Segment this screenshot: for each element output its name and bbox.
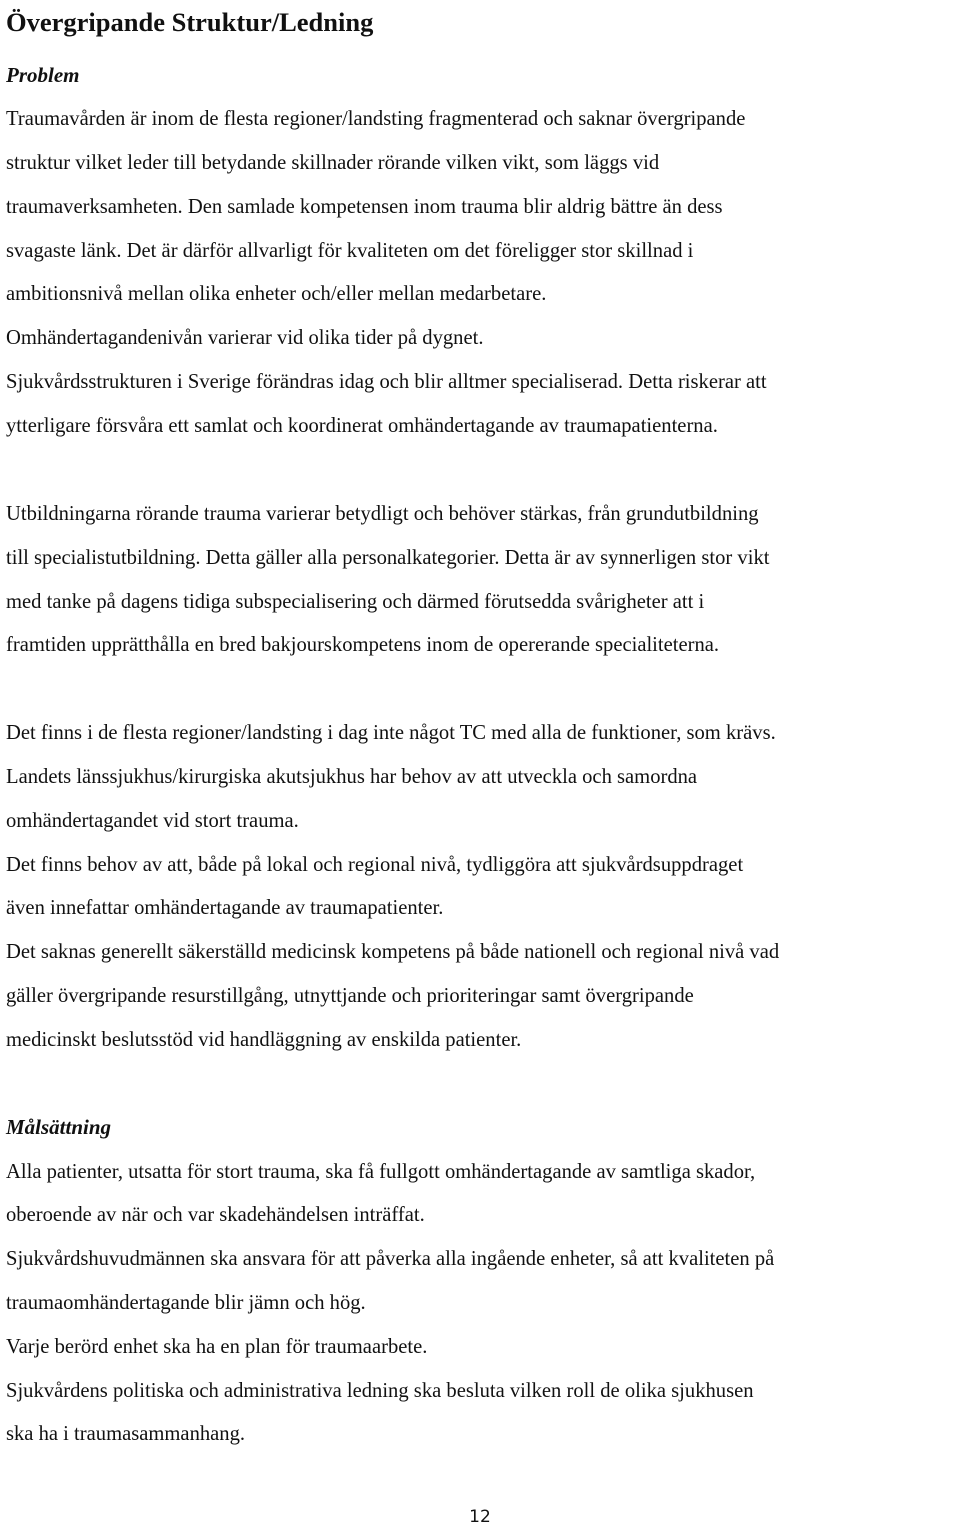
problem-line: svagaste länk. Det är därför allvarligt för kvaliteten om det föreligger stor skillnad i bbox=[6, 240, 694, 262]
problem-line: Det saknas generellt säkerställd medicinsk kompetens på både nationell och regional nivå vad bbox=[6, 941, 780, 963]
problem-line: gäller övergripande resurstillgång, utnyttjande och prioriteringar samt övergripande bbox=[6, 985, 694, 1007]
goal-line: oberoende av när och var skadehändelsen inträffat. bbox=[6, 1204, 425, 1226]
section-heading-problem: Problem bbox=[6, 63, 80, 87]
problem-line: omhändertagandet vid stort trauma. bbox=[6, 810, 299, 832]
page-number: 12 bbox=[469, 1507, 491, 1527]
problem-line: framtiden upprätthålla en bred bakjourskompetens inom de opererande specialiteterna. bbox=[6, 634, 720, 656]
problem-line: även innefattar omhändertagande av traumapatienter. bbox=[6, 897, 444, 919]
goal-line: Varje berörd enhet ska ha en plan för traumaarbete. bbox=[6, 1336, 428, 1358]
goal-line: Sjukvårdens politiska och administrativa ledning ska besluta vilken roll de olika sjukhusen bbox=[6, 1380, 754, 1402]
goal-line: Sjukvårdshuvudmännen ska ansvara för att påverka alla ingående enheter, så att kvaliteten på bbox=[6, 1248, 775, 1270]
problem-line: traumaverksamheten. Den samlade kompetensen inom trauma blir aldrig bättre än dess bbox=[6, 196, 723, 218]
goal-line: traumaomhändertagande blir jämn och hög. bbox=[6, 1292, 366, 1314]
problem-line: ambitionsnivå mellan olika enheter och/eller mellan medarbetare. bbox=[6, 283, 547, 305]
page-title: Övergripande Struktur/Ledning bbox=[6, 7, 374, 37]
problem-line: Utbildningarna rörande trauma varierar betydligt och behöver stärkas, från grundutbildning bbox=[6, 503, 759, 525]
problem-line: till specialistutbildning. Detta gäller alla personalkategorier. Detta är av synnerligen stor vikt bbox=[6, 547, 770, 569]
problem-line: ytterligare försvåra ett samlat och koordinerat omhändertagande av traumapatienterna. bbox=[6, 415, 718, 437]
section-heading-goal: Målsättning bbox=[6, 1115, 112, 1139]
problem-line: Omhändertagandenivån varierar vid olika tider på dygnet. bbox=[6, 327, 484, 349]
problem-line: Traumavården är inom de flesta regioner/landsting fragmenterad och saknar övergripande bbox=[6, 108, 746, 130]
problem-line: Det finns i de flesta regioner/landsting i dag inte något TC med alla de funktioner, som krävs. bbox=[6, 722, 776, 744]
goal-line: ska ha i traumasammanhang. bbox=[6, 1423, 246, 1445]
problem-line: medicinskt beslutsstöd vid handläggning av enskilda patienter. bbox=[6, 1029, 522, 1051]
problem-line: Landets länssjukhus/kirurgiska akutsjukhus har behov av att utveckla och samordna bbox=[6, 766, 698, 788]
goal-line: Alla patienter, utsatta för stort trauma, ska få fullgott omhändertagande av samtliga skador, bbox=[6, 1161, 756, 1183]
problem-line: Det finns behov av att, både på lokal och regional nivå, tydliggöra att sjukvårdsuppdraget bbox=[6, 854, 744, 876]
problem-line: struktur vilket leder till betydande skillnader rörande vilken vikt, som läggs vid bbox=[6, 152, 660, 174]
problem-line: Sjukvårdsstrukturen i Sverige förändras idag och blir alltmer specialiserad. Detta riskerar att bbox=[6, 371, 767, 393]
problem-line: med tanke på dagens tidiga subspecialisering och därmed förutsedda svårigheter att i bbox=[6, 591, 705, 613]
